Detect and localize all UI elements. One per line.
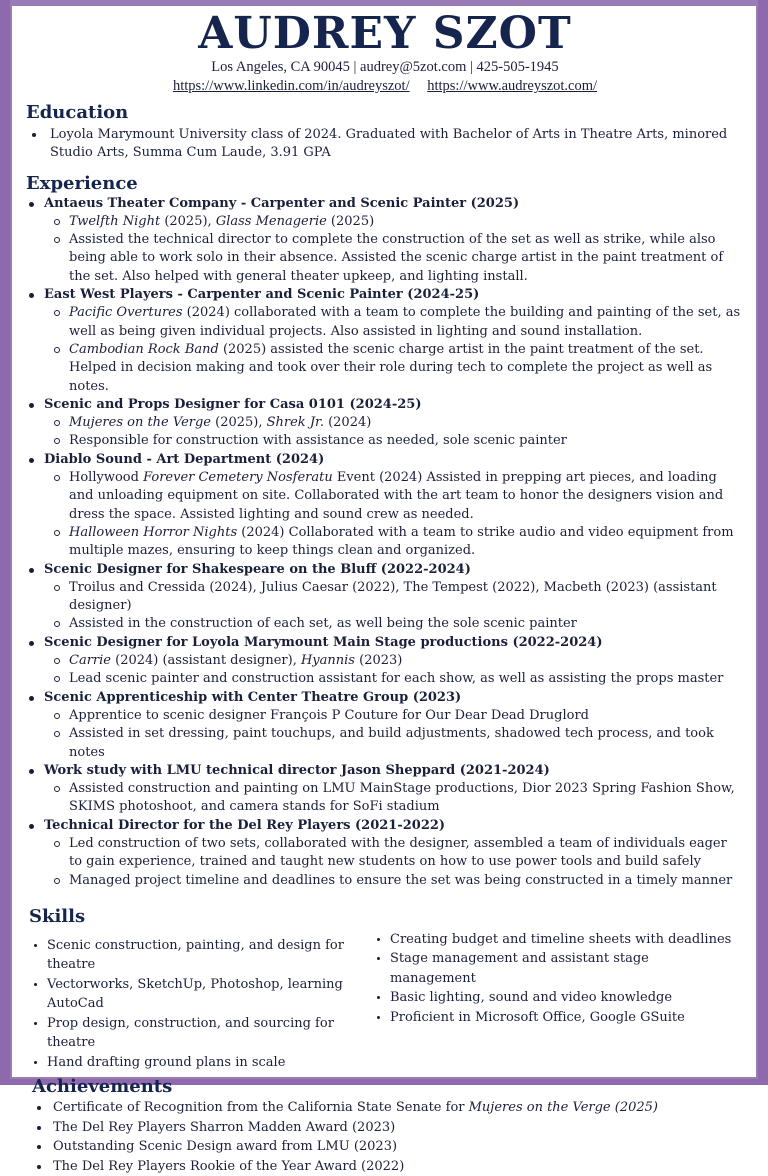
experience-detail [44, 615, 744, 633]
detail-text: (2024) (assistant designer), [110, 653, 301, 669]
experience-details [44, 304, 744, 395]
resume-name: AUDREY SZOT [198, 8, 572, 59]
experience-detail [44, 707, 744, 725]
detail-text: Assisted in the construction of each set, as well being the sole scenic painter [69, 616, 577, 632]
achievement-text: Certificate of Recognition from the California State Senate for [53, 1100, 469, 1116]
achievement-item [32, 1098, 744, 1118]
experience-detail [44, 414, 744, 432]
detail-text: (2024) [323, 415, 372, 431]
experience-item [26, 817, 744, 890]
skill-item: Creating budget and timeline sheets with deadlines [372, 930, 732, 950]
production-title: Pacific Overtures [69, 305, 183, 321]
experience-detail [44, 652, 744, 670]
experience-item [26, 561, 744, 634]
experience-item [26, 762, 744, 817]
production-title: Mujeres on the Verge [69, 415, 211, 431]
experience-role: East West Players - Carpenter and Scenic Painter (2024-25) [44, 287, 480, 303]
skills-right-column [372, 930, 732, 1073]
production-title: Cambodian Rock Band [69, 341, 219, 357]
experience-section [26, 173, 744, 890]
detail-text: (2025) [326, 213, 375, 229]
detail-text: Assisted in set dressing, paint touchups, and build adjustments, shadowed tech process, and took notes [69, 726, 714, 760]
experience-role: Technical Director for the Del Rey Players (2021-2022) [44, 817, 446, 833]
production-title: Glass Menagerie [215, 213, 327, 229]
experience-item [26, 451, 744, 561]
production-title: Forever Cemetery Nosferatu [143, 470, 333, 486]
experience-role: Scenic Designer for Loyola Marymount Main Stage productions (2022-2024) [44, 634, 603, 650]
experience-role: Antaeus Theater Company - Carpenter and Scenic Painter (2025) [44, 195, 520, 211]
skill-item: Vectorworks, SketchUp, Photoshop, learning AutoCad [29, 975, 372, 1014]
experience-detail [44, 835, 744, 872]
production-title: Carrie [69, 653, 111, 669]
detail-text: Event (2024) Assisted in prepping art pieces, and loading and unloading equipment on site. Collaborated with the art team to honor the designers vision and dress the space. Assisted lighting and sound crew as needed. [69, 470, 724, 522]
skill-item: Scenic construction, painting, and design for theatre [29, 936, 372, 975]
production-title: Halloween Horror Nights [69, 524, 238, 540]
production-title: Hyannis [300, 653, 355, 669]
production-title: Twelfth Night [69, 213, 161, 229]
achievement-italic: Mujeres on the Verge (2025) [468, 1100, 658, 1116]
experience-item [26, 689, 744, 762]
experience-role: Scenic Apprenticeship with Center Theatre Group (2023) [44, 689, 462, 705]
experience-item [26, 286, 744, 396]
experience-detail [44, 780, 744, 817]
detail-text: Responsible for construction with assistance as needed, sole scenic painter [69, 433, 567, 449]
achievements-section [32, 1076, 744, 1176]
production-title: Shrek Jr. [266, 415, 324, 431]
experience-detail [44, 432, 744, 450]
experience-item [26, 396, 744, 451]
skills-grid [29, 930, 744, 1073]
skill-item: Hand drafting ground plans in scale [29, 1053, 372, 1073]
achievement-item: The Del Rey Players Rookie of the Year Award (2022) [32, 1157, 744, 1176]
experience-detail [44, 341, 744, 396]
skill-item: Prop design, construction, and sourcing for theatre [29, 1014, 372, 1053]
experience-detail [44, 304, 744, 341]
skill-item: Basic lighting, sound and video knowledge [372, 988, 732, 1008]
detail-text: (2025), [211, 415, 267, 431]
website-link[interactable]: https://www.audreyszot.com/ [427, 78, 598, 94]
frame-right-border [758, 0, 768, 1085]
frame-left-border [0, 0, 10, 1085]
experience-role: Work study with LMU technical director Jason Sheppard (2021-2024) [44, 762, 550, 778]
education-section [26, 102, 744, 163]
experience-details [44, 835, 744, 890]
detail-text: (2023) [354, 653, 403, 669]
experience-details [44, 414, 744, 451]
links-line [26, 77, 744, 96]
experience-detail [44, 872, 744, 890]
experience-list [26, 195, 744, 890]
experience-details [44, 213, 744, 286]
experience-role: Diablo Sound - Art Department (2024) [44, 451, 325, 467]
skills-heading: Skills [29, 905, 86, 927]
detail-text: (2024) collaborated with a team to complete the building and painting of the set, as well as being given individual projects. Also assisted in lighting and sound installation. [69, 305, 741, 339]
skill-item: Proficient in Microsoft Office, Google GSuite [372, 1008, 732, 1028]
detail-text: (2025), [160, 213, 216, 229]
experience-details [44, 469, 744, 560]
detail-text: (2024) Collaborated with a team to strike audio and video equipment from multiple mazes, ensuring to keep things clean and organized. [69, 524, 734, 559]
experience-role: Scenic Designer for Shakespeare on the Bluff (2022-2024) [44, 561, 471, 577]
experience-detail [44, 213, 744, 231]
skills-left-column [29, 936, 372, 1073]
detail-text: Managed project timeline and deadlines to ensure the set was being constructed in a timely manner [69, 872, 733, 888]
experience-role: Scenic and Props Designer for Casa 0101 (2024-25) [44, 396, 422, 412]
achievements-heading: Achievements [32, 1076, 173, 1098]
experience-detail [44, 579, 744, 616]
skills-section [29, 906, 744, 1073]
experience-item [26, 195, 744, 286]
detail-text: Lead scenic painter and construction assistant for each show, as well as assisting the props master [69, 671, 724, 687]
skill-item: Stage management and assistant stage management [372, 949, 732, 988]
experience-detail [44, 725, 744, 762]
detail-text: Assisted construction and painting on LMU MainStage productions, Dior 2023 Spring Fashion Show, SKIMS photoshoot, and camera stands for SoFi stadium [69, 781, 735, 815]
experience-detail [44, 670, 744, 688]
detail-text: Hollywood [69, 470, 144, 486]
experience-detail [44, 469, 744, 524]
detail-text: (2025) assisted the scenic charge artist in the paint treatment of the set. Helped in decision making and took over their role during tech to complete the project as well as notes. [69, 341, 713, 394]
achievement-item: The Del Rey Players Sharron Madden Award (2023) [32, 1118, 744, 1138]
experience-details [44, 652, 744, 689]
detail-text: Assisted the technical director to complete the construction of the set as well as strike, while also being able to work solo in their absence. Assisted the scenic charge artist in the paint treatment of the set. Also helped with general theater upkeep, and lighting install. [69, 232, 724, 284]
experience-item [26, 634, 744, 689]
detail-text: Apprentice to scenic designer François P Couture for Our Dear Dead Druglord [69, 707, 589, 723]
education-item: Loyola Marymount University class of 2024. Graduated with Bachelor of Arts in Theatre Arts, minored Studio Arts, Summa Cum Laude, 3.91 GPA [26, 126, 744, 163]
linkedin-link[interactable]: https://www.linkedin.com/in/audreyszot/ [172, 78, 410, 94]
detail-text: Led construction of two sets, collaborated with the designer, assembled a team of individuals eager to gain experience, trained and taught new students on how to use power tools and build safely [69, 835, 727, 870]
contact-line: Los Angeles, CA 90045 | audrey@5zot.com | 425-505-1945 [211, 59, 559, 75]
experience-detail [44, 524, 744, 561]
detail-text: Troilus and Cressida (2024), Julius Caesar (2022), The Tempest (2022), Macbeth (2023) (assistant designer) [69, 579, 717, 614]
experience-detail [44, 231, 744, 286]
resume-page [12, 6, 756, 1174]
experience-heading: Experience [26, 172, 138, 194]
experience-details [44, 780, 744, 817]
experience-details [44, 579, 744, 634]
education-heading: Education [26, 102, 129, 123]
experience-details [44, 707, 744, 762]
achievements-list [32, 1098, 744, 1176]
achievement-item: Outstanding Scenic Design award from LMU (2023) [32, 1137, 744, 1157]
